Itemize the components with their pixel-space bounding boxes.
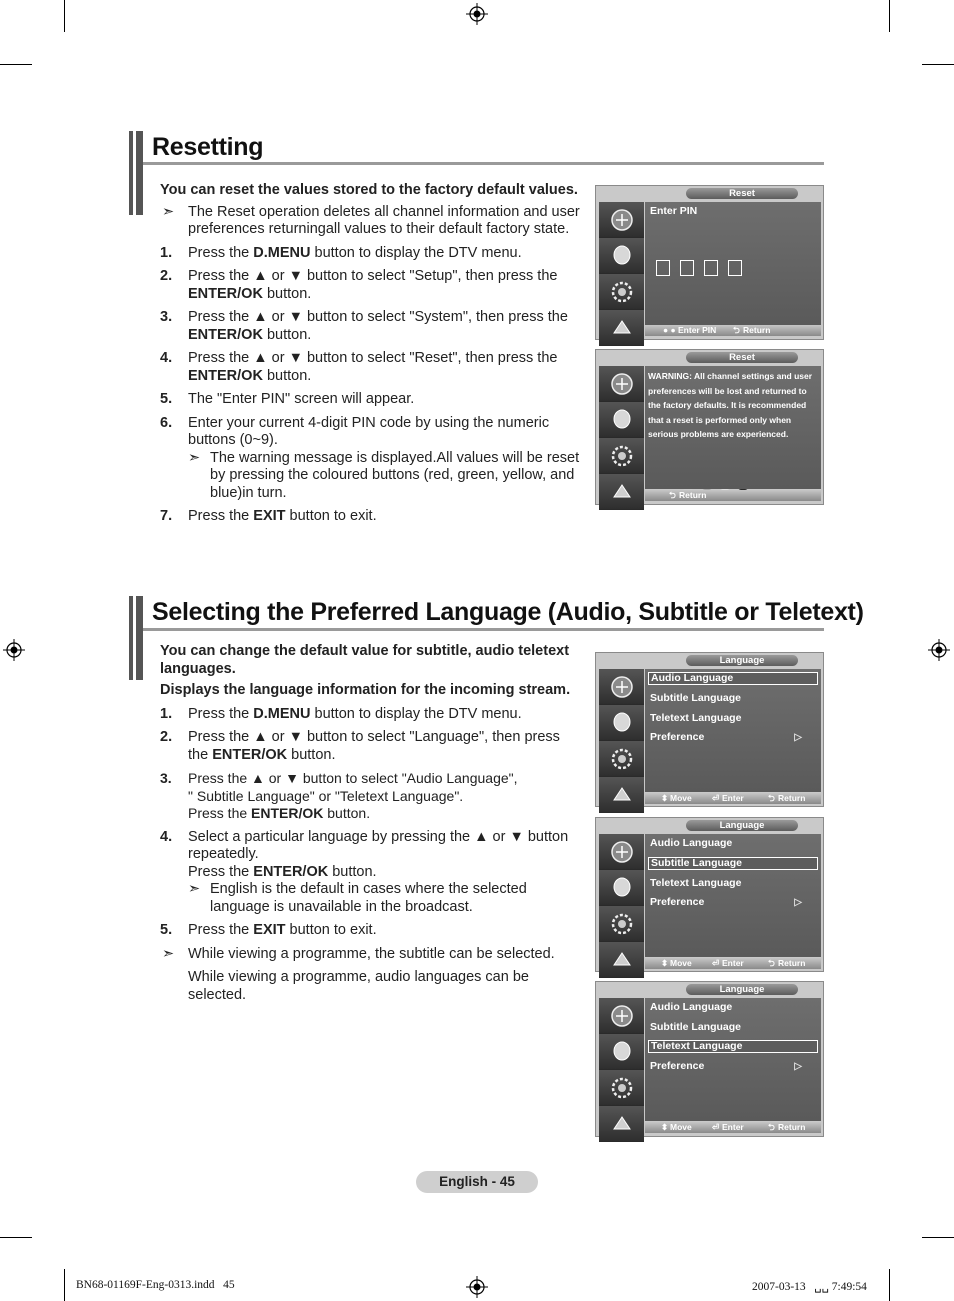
picture-icon	[599, 998, 644, 1034]
setup-icon	[599, 777, 644, 813]
menu-item-subtitle-language[interactable]: Subtitle Language	[650, 1021, 742, 1033]
panel-body	[645, 366, 821, 489]
crop-mark	[922, 64, 954, 65]
sound-icon	[599, 238, 644, 274]
registration-mark-icon	[3, 639, 25, 661]
menu-icon-column	[599, 669, 644, 803]
language-screen-teletext	[595, 981, 824, 1137]
enter-pin-label: Enter PIN	[650, 205, 698, 217]
sound-icon	[599, 402, 644, 438]
lead-text: You can change the default value for subtitle, audio teletext languages.	[160, 643, 570, 677]
step: 5. The "Enter PIN" screen will appear.	[160, 391, 415, 407]
picture-icon	[599, 366, 644, 402]
step: 7. Press the EXIT button to exit.	[160, 508, 377, 524]
note: ➣ The Reset operation deletes all channel information and user preferences returningall values to their default factory state.	[162, 203, 580, 237]
submenu-arrow-icon: ▷	[794, 897, 802, 908]
menu-item-audio-language[interactable]: Audio Language	[648, 672, 818, 685]
crop-mark	[0, 64, 32, 65]
menu-icon-column	[599, 834, 644, 968]
return-icon: ⮌	[768, 958, 775, 968]
enter-icon: ⏎	[712, 1122, 720, 1132]
section-title: Selecting the Preferred Language (Audio, Subtitle or Teletext)	[152, 598, 864, 626]
enter-icon: ⏎	[712, 793, 720, 803]
panel-header: Reset	[686, 188, 798, 199]
note-arrow-icon: ➣	[162, 945, 175, 962]
reset-instructions	[160, 182, 580, 532]
sub-note: ➣ English is the default in cases where the selected language is unavailable in the broadcast.	[188, 881, 527, 915]
section-title: Resetting	[152, 133, 264, 161]
registration-mark-icon	[466, 1276, 488, 1298]
picture-icon	[599, 834, 644, 870]
registration-mark-icon	[466, 3, 488, 25]
setup-icon	[599, 474, 644, 510]
setup-icon	[599, 942, 644, 978]
picture-icon	[599, 669, 644, 705]
panel-body	[645, 998, 821, 1121]
reset-pin-screen	[595, 185, 824, 340]
footer-return: Return	[743, 325, 771, 335]
move-icon: ⬍	[661, 958, 669, 968]
panel-body	[645, 834, 821, 957]
imprint-file: BN68-01169F-Eng-0313.indd 45	[76, 1279, 235, 1291]
step: 3. Press the ▲ or ▼ button to select "Audio Language", " Subtitle Language" or "Teletext Language". Press the ENTER/OK button.	[160, 770, 518, 821]
menu-icon-column	[599, 366, 644, 500]
step: 5. Press the EXIT button to exit.	[160, 922, 377, 938]
pin-digit-box[interactable]	[656, 260, 670, 276]
crop-mark	[922, 1237, 954, 1238]
menu-item-subtitle-language[interactable]: Subtitle Language	[648, 857, 818, 870]
page-number: English - 45	[416, 1171, 538, 1193]
picture-icon	[599, 202, 644, 238]
menu-icon-column	[599, 202, 644, 336]
section-marker	[129, 596, 143, 680]
note-arrow-icon: ➣	[188, 449, 201, 466]
registration-mark-icon	[928, 639, 950, 661]
return-icon: ⮌	[733, 325, 740, 335]
channel-icon	[599, 274, 644, 310]
panel-footer: ⬍ Move ⏎ Enter ⮌ Return	[645, 958, 821, 969]
panel-body	[645, 202, 821, 325]
crop-mark	[889, 0, 890, 32]
submenu-arrow-icon: ▷	[794, 732, 802, 743]
pin-digit-box[interactable]	[680, 260, 694, 276]
language-screen-subtitle	[595, 817, 824, 972]
panel-footer: ⬍ Move ⏎ Enter ⮌ Return	[645, 793, 821, 804]
menu-item-audio-language[interactable]: Audio Language	[650, 1001, 733, 1013]
menu-item-preference[interactable]: Preference ▷	[650, 896, 802, 908]
menu-item-teletext-language[interactable]: Teletext Language	[648, 1040, 818, 1053]
setup-icon	[599, 310, 644, 346]
menu-item-preference[interactable]: Preference ▷	[650, 1060, 802, 1072]
menu-item-preference[interactable]: Preference ▷	[650, 731, 802, 743]
step: 4. Press the ▲ or ▼ button to select "Reset", then press the ENTER/OK button.	[160, 350, 558, 384]
imprint-date: 2007-03-13 ␣␣ 7:49:54	[752, 1281, 867, 1293]
channel-icon	[599, 438, 644, 474]
crop-mark	[0, 1237, 32, 1238]
move-icon: ⬍	[661, 1122, 669, 1132]
step: 1. Press the D.MENU button to display the DTV menu.	[160, 705, 522, 722]
return-icon: ⮌	[669, 490, 676, 500]
footer-enter-pin: Enter PIN	[678, 325, 717, 335]
pin-digit-box[interactable]	[728, 260, 742, 276]
crop-mark	[64, 1269, 65, 1301]
sound-icon	[599, 1034, 644, 1070]
title-rule	[143, 628, 824, 631]
note: While viewing a programme, audio languages can be selected.	[188, 969, 529, 1003]
panel-header: Language	[686, 655, 798, 666]
number-keys-icon: ● ●	[663, 325, 676, 335]
language-instructions	[160, 643, 580, 1010]
menu-item-subtitle-language[interactable]: Subtitle Language	[650, 692, 742, 704]
crop-mark	[889, 1269, 890, 1301]
footer-return: Return	[679, 490, 707, 500]
menu-item-audio-language[interactable]: Audio Language	[650, 837, 733, 849]
crop-mark	[64, 0, 65, 32]
title-rule	[143, 162, 824, 165]
sub-note: ➣ The warning message is displayed.All values will be reset by pressing the coloured buttons (red, green, yellow, and blue)in turn.	[188, 449, 580, 501]
channel-icon	[599, 741, 644, 777]
step: 2. Press the ▲ or ▼ button to select "Language", then press the ENTER/OK button.	[160, 729, 560, 763]
panel-header: Language	[686, 984, 798, 995]
channel-icon	[599, 906, 644, 942]
panel-header: Language	[686, 820, 798, 831]
sound-icon	[599, 705, 644, 741]
lead-text: Displays the language information for the incoming stream.	[160, 682, 571, 698]
step: 4. Select a particular language by pressing the ▲ or ▼ button repeatedly. Press the ENTER/OK button. ➣ English is the default in cases where the selected language is unavailable in the broadcast.	[160, 829, 580, 917]
menu-item-teletext-language[interactable]: Teletext Language	[650, 712, 742, 724]
reset-warning-screen	[595, 349, 824, 505]
panel-body	[645, 669, 821, 792]
enter-icon: ⏎	[712, 958, 720, 968]
panel-header: Reset	[686, 352, 798, 363]
panel-footer	[645, 325, 821, 336]
section-marker	[129, 131, 143, 215]
language-screen-audio	[595, 652, 824, 807]
warning-message: WARNING: All channel settings and user preferences will be lost and returned to the factory defaults. It is recommended that a reset is performed only when serious problems are experienced.	[648, 371, 813, 439]
move-icon: ⬍	[661, 793, 669, 803]
step: 3. Press the ▲ or ▼ button to select "System", then press the ENTER/OK button.	[160, 309, 568, 343]
sound-icon	[599, 870, 644, 906]
return-icon: ⮌	[768, 1122, 775, 1132]
note: ➣ While viewing a programme, the subtitle can be selected.	[162, 945, 555, 962]
note-arrow-icon: ➣	[188, 881, 201, 897]
channel-icon	[599, 1070, 644, 1106]
panel-footer: ⬍ Move ⏎ Enter ⮌ Return	[645, 1122, 821, 1133]
submenu-arrow-icon: ▷	[794, 1061, 802, 1072]
menu-item-teletext-language[interactable]: Teletext Language	[650, 877, 742, 889]
return-icon: ⮌	[768, 793, 775, 803]
note-arrow-icon: ➣	[162, 203, 175, 220]
pin-digit-box[interactable]	[704, 260, 718, 276]
menu-icon-column	[599, 998, 644, 1132]
setup-icon	[599, 1106, 644, 1142]
step: 1. Press the D.MENU button to display the DTV menu.	[160, 244, 522, 261]
step: 6. Enter your current 4-digit PIN code by using the numeric buttons (0~9). ➣ The warning message is displayed.All values will be reset by pressing the coloured buttons (red, green, yellow, and blue)in turn.	[160, 414, 580, 501]
step: 2. Press the ▲ or ▼ button to select "Setup", then press the ENTER/OK button.	[160, 268, 558, 302]
lead-text: You can reset the values stored to the factory default values.	[160, 182, 578, 198]
panel-footer	[645, 490, 821, 501]
